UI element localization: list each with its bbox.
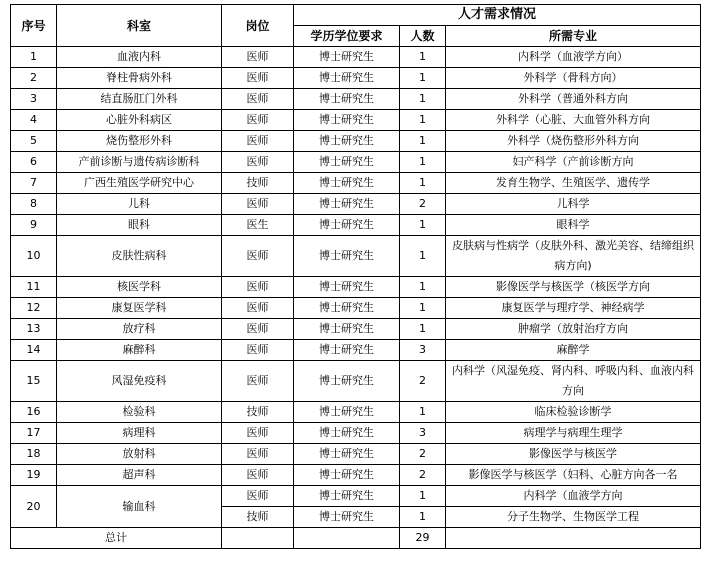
cell-dept: 风湿免疫科 — [57, 361, 222, 402]
header-demand-group: 人才需求情况 — [294, 5, 701, 26]
cell-major: 影像医学与核医学 — [446, 444, 701, 465]
header-degree: 学历学位要求 — [294, 26, 400, 47]
cell-dept: 血液内科 — [57, 47, 222, 68]
header-major: 所需专业 — [446, 26, 701, 47]
cell-degree: 博士研究生 — [294, 465, 400, 486]
cell-post: 医师 — [222, 465, 294, 486]
cell-dept: 结直肠肛门外科 — [57, 89, 222, 110]
table-row — [11, 110, 701, 131]
cell-count: 1 — [400, 215, 446, 236]
cell-post: 医师 — [222, 340, 294, 361]
header-no: 序号 — [11, 5, 57, 47]
cell-no: 13 — [11, 319, 57, 340]
cell-count: 2 — [400, 361, 446, 402]
cell-count: 2 — [400, 194, 446, 215]
cell-major: 皮肤病与性病学（皮肤外科、激光美容、结缔组织病方向) — [446, 236, 701, 277]
cell-dept: 产前诊断与遗传病诊断科 — [57, 152, 222, 173]
table-body — [11, 47, 701, 549]
cell-major: 眼科学 — [446, 215, 701, 236]
total-row — [11, 528, 701, 549]
cell-no: 18 — [11, 444, 57, 465]
cell-count: 2 — [400, 444, 446, 465]
cell-no: 1 — [11, 47, 57, 68]
cell-dept: 放射科 — [57, 444, 222, 465]
cell-major: 临床检验诊断学 — [446, 402, 701, 423]
table-row — [11, 89, 701, 110]
cell-post: 医师 — [222, 423, 294, 444]
cell-post: 医师 — [222, 486, 294, 507]
cell-degree: 博士研究生 — [294, 68, 400, 89]
cell-major: 妇产科学（产前诊断方向 — [446, 152, 701, 173]
cell-dept: 广西生殖医学研究中心 — [57, 173, 222, 194]
cell-major: 内科学（风湿免疫、肾内科、呼吸内科、血液内科方向 — [446, 361, 701, 402]
cell-dept: 麻醉科 — [57, 340, 222, 361]
cell-count: 1 — [400, 402, 446, 423]
cell-dept: 烧伤整形外科 — [57, 131, 222, 152]
cell-degree: 博士研究生 — [294, 319, 400, 340]
cell-dept: 脊柱骨病外科 — [57, 68, 222, 89]
cell-major: 内科学（血液学方向） — [446, 47, 701, 68]
cell-dept: 放疗科 — [57, 319, 222, 340]
cell-degree: 博士研究生 — [294, 110, 400, 131]
total-label: 总计 — [11, 528, 222, 549]
table-row — [11, 486, 701, 507]
cell-no: 10 — [11, 236, 57, 277]
cell-major: 影像医学与核医学（妇科、心脏方向各一名 — [446, 465, 701, 486]
table-row — [11, 444, 701, 465]
table-row — [11, 465, 701, 486]
cell-degree: 博士研究生 — [294, 236, 400, 277]
cell-major: 康复医学与理疗学、神经病学 — [446, 298, 701, 319]
cell-count: 1 — [400, 47, 446, 68]
cell-count: 1 — [400, 89, 446, 110]
cell-major: 儿科学 — [446, 194, 701, 215]
cell-dept: 儿科 — [57, 194, 222, 215]
cell-degree: 博士研究生 — [294, 173, 400, 194]
table-row — [11, 194, 701, 215]
cell-degree: 博士研究生 — [294, 507, 400, 528]
cell-post: 医师 — [222, 319, 294, 340]
cell-degree: 博士研究生 — [294, 340, 400, 361]
cell-count: 1 — [400, 236, 446, 277]
cell-degree: 博士研究生 — [294, 361, 400, 402]
cell-no: 3 — [11, 89, 57, 110]
cell-major: 外科学（烧伤整形外科方向 — [446, 131, 701, 152]
cell-major: 病理学与病理生理学 — [446, 423, 701, 444]
cell-post: 医师 — [222, 110, 294, 131]
cell-major: 外科学（普通外科方向 — [446, 89, 701, 110]
cell-count: 1 — [400, 68, 446, 89]
cell-major: 外科学（骨科方向） — [446, 68, 701, 89]
header-count: 人数 — [400, 26, 446, 47]
total-empty-major — [446, 528, 701, 549]
table-row — [11, 236, 701, 277]
table-row — [11, 402, 701, 423]
cell-degree: 博士研究生 — [294, 444, 400, 465]
cell-degree: 博士研究生 — [294, 47, 400, 68]
header-post: 岗位 — [222, 5, 294, 47]
cell-no: 17 — [11, 423, 57, 444]
cell-count: 1 — [400, 110, 446, 131]
cell-degree: 博士研究生 — [294, 215, 400, 236]
table-row — [11, 215, 701, 236]
cell-count: 1 — [400, 319, 446, 340]
cell-dept: 输血科 — [57, 486, 222, 528]
table-row — [11, 340, 701, 361]
cell-post: 医师 — [222, 361, 294, 402]
cell-post: 医生 — [222, 215, 294, 236]
cell-count: 1 — [400, 131, 446, 152]
cell-post: 医师 — [222, 277, 294, 298]
table-row — [11, 173, 701, 194]
cell-dept: 康复医学科 — [57, 298, 222, 319]
cell-no: 20 — [11, 486, 57, 528]
cell-count: 1 — [400, 298, 446, 319]
cell-dept: 眼科 — [57, 215, 222, 236]
cell-degree: 博士研究生 — [294, 89, 400, 110]
cell-no: 4 — [11, 110, 57, 131]
header-dept: 科室 — [57, 5, 222, 47]
cell-post: 医师 — [222, 298, 294, 319]
cell-degree: 博士研究生 — [294, 423, 400, 444]
cell-post: 医师 — [222, 194, 294, 215]
cell-degree: 博士研究生 — [294, 131, 400, 152]
cell-no: 14 — [11, 340, 57, 361]
cell-major: 肿瘤学（放射治疗方向 — [446, 319, 701, 340]
cell-no: 12 — [11, 298, 57, 319]
table-row — [11, 152, 701, 173]
cell-no: 2 — [11, 68, 57, 89]
table-row — [11, 131, 701, 152]
cell-post: 技师 — [222, 402, 294, 423]
talent-demand-table — [10, 4, 701, 549]
cell-no: 7 — [11, 173, 57, 194]
cell-post: 医师 — [222, 152, 294, 173]
cell-count: 3 — [400, 423, 446, 444]
cell-post: 技师 — [222, 507, 294, 528]
table-row — [11, 68, 701, 89]
table-row — [11, 319, 701, 340]
cell-major: 麻醉学 — [446, 340, 701, 361]
cell-count: 3 — [400, 340, 446, 361]
cell-dept: 检验科 — [57, 402, 222, 423]
cell-degree: 博士研究生 — [294, 402, 400, 423]
cell-degree: 博士研究生 — [294, 298, 400, 319]
cell-degree: 博士研究生 — [294, 486, 400, 507]
cell-no: 8 — [11, 194, 57, 215]
cell-no: 15 — [11, 361, 57, 402]
cell-no: 6 — [11, 152, 57, 173]
cell-count: 1 — [400, 173, 446, 194]
cell-degree: 博士研究生 — [294, 152, 400, 173]
cell-count: 1 — [400, 152, 446, 173]
cell-post: 医师 — [222, 131, 294, 152]
cell-major: 发育生物学、生殖医学、遗传学 — [446, 173, 701, 194]
cell-degree: 博士研究生 — [294, 277, 400, 298]
cell-post: 技师 — [222, 173, 294, 194]
table-row — [11, 361, 701, 402]
total-count: 29 — [400, 528, 446, 549]
cell-no: 11 — [11, 277, 57, 298]
table-row — [11, 277, 701, 298]
cell-dept: 皮肤性病科 — [57, 236, 222, 277]
table-row — [11, 298, 701, 319]
cell-major: 内科学（血液学方向 — [446, 486, 701, 507]
cell-dept: 超声科 — [57, 465, 222, 486]
cell-count: 1 — [400, 507, 446, 528]
cell-post: 医师 — [222, 236, 294, 277]
cell-dept: 核医学科 — [57, 277, 222, 298]
cell-major: 影像医学与核医学（核医学方向 — [446, 277, 701, 298]
cell-post: 医师 — [222, 444, 294, 465]
cell-degree: 博士研究生 — [294, 194, 400, 215]
table-row — [11, 47, 701, 68]
cell-no: 19 — [11, 465, 57, 486]
table-row — [11, 423, 701, 444]
cell-no: 9 — [11, 215, 57, 236]
cell-no: 16 — [11, 402, 57, 423]
cell-post: 医师 — [222, 47, 294, 68]
cell-no: 5 — [11, 131, 57, 152]
cell-count: 1 — [400, 486, 446, 507]
cell-dept: 心脏外科病区 — [57, 110, 222, 131]
cell-count: 1 — [400, 277, 446, 298]
cell-major: 外科学（心脏、大血管外科方向 — [446, 110, 701, 131]
cell-post: 医师 — [222, 89, 294, 110]
total-empty-degree — [294, 528, 400, 549]
cell-count: 2 — [400, 465, 446, 486]
cell-dept: 病理科 — [57, 423, 222, 444]
cell-major: 分子生物学、生物医学工程 — [446, 507, 701, 528]
total-empty-post — [222, 528, 294, 549]
cell-post: 医师 — [222, 68, 294, 89]
